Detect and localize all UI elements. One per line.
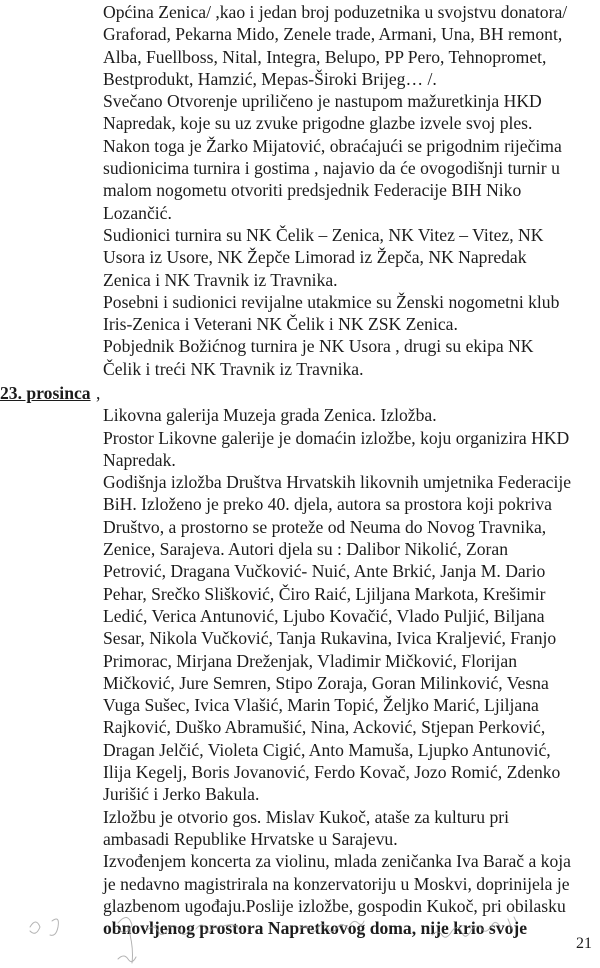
- intro-paragraph: Općina Zenica/ ,kao i jedan broj poduzetnika u svojstvu donatora/ Graforad, Pekarna Mido, Zenele trade, Armani, Una, BH remont, Alba, Fuellboss, Nital, Integra, Belupo, PP Pero, Tehnopromet, Bestprodukt, Hamzić, Mepas-Široki Brijeg… /. Svečano Otvorenje upriličeno je nastupom mažuretkinja HKD Napredak, koje su uz zvuke prigodne glazbe izvele svoj ples. Nakon toga je Žarko Mijatović, obraćajući se prigodnim riječima sudionicima turnira i gostima , najavio da će ovogodišnji turnir u malom nogometu otvoriti predsjednik Federacije BIH Niko Lozančić. Sudionici turnira su NK Čelik – Zenica, NK Vitez – Vitez, NK Usora iz Usore, NK Žepče Limorad iz Žepča, NK Napredak Zenica i NK Travnik iz Travnika. Posebni i sudionici revijalne utakmice su Ženski nogometni klub Iris-Zenica i Veterani NK Čelik i NK ZSK Zenica. Pobjednik Božićnog turnira je NK Usora , drugi su ekipa NK Čelik i treći NK Travnik iz Travnika.: [103, 2, 568, 379]
- event-paragraph: Likovna galerija Muzeja grada Zenica. Izložba. Prostor Likovne galerije je domaćin izložbe, koju organizira HKD Napredak. Godišnja izložba Društva Hrvatskih likovnih umjetnika Federacije BiH. Izloženo je preko 40. djela, autora sa prostora koji pokriva Društvo, a prostorno se proteže od Neuma do Novog Travnika, Zenice, Sarajeva. Autori djela su : Dalibor Nikolić, Zoran Petrović, Dragana Vučković- Nuić, Ante Brkić, Janja M. Dario Pehar, Srečko Slišković, Čiro Raić, Ljiljana Markota, Krešimir Ledić, Verica Antunović, Ljubo Kovačić, Vlado Puljić, Biljana Sesar, Nikola Vučković, Tanja Rukavina, Ivica Kraljević, Franjo Primorac, Mirjana Dreženjak, Vladimir Mičković, Florijan Mičković, Jure Semren, Stipo Zoraja, Goran Milinković, Vesna Vuga Sušec, Ivica Vlašić, Marin Topić, Željko Marić, Ljiljana Rajković, Duško Abramušić, Nina, Acković, Stjepan Perković, Dragan Jelčić, Violeta Cigić, Anto Mamuša, Ljupko Antunović, Ilija Kegelj, Boris Jovanović, Ferdo Kovač, Jozo Romić, Zdenko Jurišić i Jerko Bakula. Izložbu je otvorio gos. Mislav Kukoč, ataše za kulturu pri ambasadi Republike Hrvatske u Sarajevu. Izvođenjem koncerta za violinu, mlada zeničanka Iva Barač a koja je nedavno magistrirala na konzervatoriju u Moskvi, doprinijela je glazbenom ugođaju.Poslije izložbe, gospodin Kukoč, pri obilasku: [103, 405, 572, 916]
- date-heading-comma: ,: [96, 383, 101, 403]
- page-number: 21: [576, 935, 592, 952]
- event-last-line: obnovljenog prostora Napretkovog doma, nije krio svoje: [103, 918, 528, 939]
- date-heading: 23. prosinca: [0, 383, 91, 403]
- pencil-handwriting-scribble: [0, 905, 560, 968]
- event-section: [103, 382, 595, 962]
